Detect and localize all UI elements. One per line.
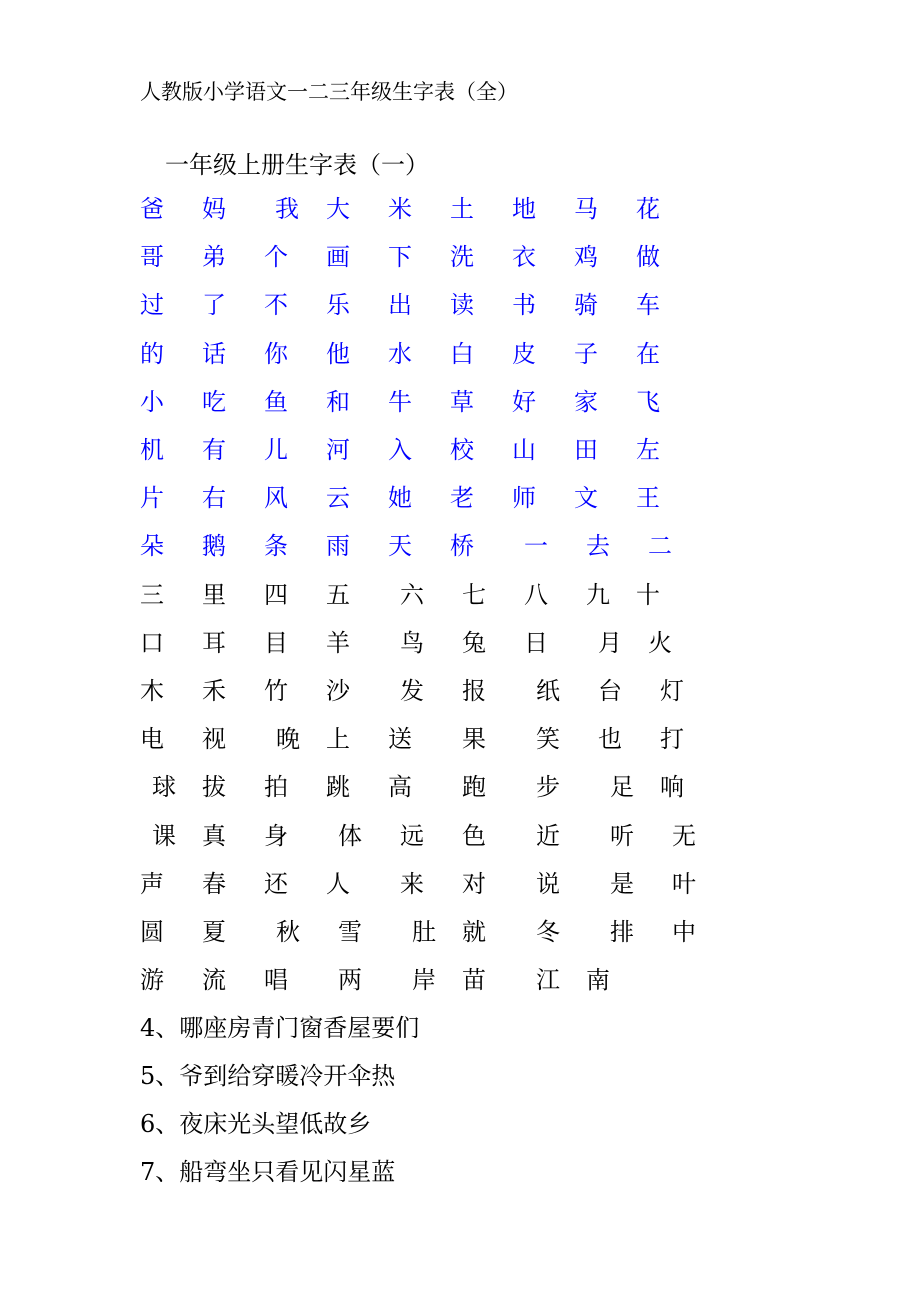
char-row (0, 289, 920, 321)
char-row (0, 193, 920, 225)
character: 打 (660, 725, 684, 753)
char-row (0, 627, 920, 659)
character: 爸 (140, 195, 164, 223)
character: 发 (400, 677, 424, 705)
character: 骑 (574, 291, 598, 319)
character: 我 (275, 195, 299, 223)
character: 小 (140, 388, 164, 416)
character: 有 (202, 436, 226, 464)
character: 朵 (140, 532, 164, 560)
character: 老 (450, 484, 474, 512)
char-row (0, 771, 920, 803)
character: 洗 (450, 243, 474, 271)
character: 是 (610, 870, 634, 898)
character: 飞 (636, 388, 660, 416)
character: 听 (610, 822, 634, 850)
character: 游 (140, 966, 164, 994)
character: 两 (338, 966, 362, 994)
character: 果 (462, 725, 486, 753)
character: 冬 (536, 918, 560, 946)
char-row (0, 820, 920, 852)
character: 九 (586, 581, 610, 609)
character: 对 (462, 870, 486, 898)
char-row (0, 530, 920, 562)
character: 跑 (462, 773, 486, 801)
character: 春 (202, 870, 226, 898)
character: 江 (536, 966, 560, 994)
character: 话 (202, 340, 226, 368)
character: 条 (264, 532, 288, 560)
character: 报 (462, 677, 486, 705)
character: 大 (326, 195, 350, 223)
character: 无 (672, 822, 696, 850)
char-row (0, 386, 920, 418)
character: 吃 (202, 388, 226, 416)
character: 足 (610, 773, 634, 801)
character: 去 (586, 532, 610, 560)
character: 兔 (462, 629, 486, 657)
character: 六 (400, 581, 424, 609)
character: 他 (326, 340, 350, 368)
character: 禾 (202, 677, 226, 705)
character: 晚 (276, 725, 300, 753)
character: 好 (512, 388, 536, 416)
character: 四 (264, 581, 288, 609)
character: 王 (636, 484, 660, 512)
character: 色 (462, 822, 486, 850)
character: 马 (574, 195, 598, 223)
char-row (0, 241, 920, 273)
character: 画 (326, 243, 350, 271)
character: 上 (326, 725, 350, 753)
character: 电 (140, 725, 164, 753)
character: 课 (152, 822, 176, 850)
character: 文 (574, 484, 598, 512)
character: 八 (524, 581, 548, 609)
character: 日 (524, 629, 548, 657)
character: 的 (140, 340, 164, 368)
character: 出 (388, 291, 412, 319)
character: 里 (202, 581, 226, 609)
character: 做 (636, 243, 660, 271)
character: 师 (512, 484, 536, 512)
character: 家 (574, 388, 598, 416)
character: 响 (660, 773, 684, 801)
character: 中 (672, 918, 696, 946)
character: 二 (648, 532, 672, 560)
character: 山 (512, 436, 536, 464)
character: 火 (648, 629, 672, 657)
char-row (0, 916, 920, 948)
character: 夏 (202, 918, 226, 946)
text-line-6: 6、夜床光头望低故乡 (140, 1110, 372, 1138)
character: 人 (326, 870, 350, 898)
char-row (0, 579, 920, 611)
character: 岸 (412, 966, 436, 994)
character: 桥 (450, 532, 474, 560)
character: 鹅 (202, 532, 226, 560)
character: 风 (264, 484, 288, 512)
character: 三 (140, 581, 164, 609)
character: 拔 (202, 773, 226, 801)
character: 河 (326, 436, 350, 464)
character: 白 (450, 340, 474, 368)
character: 水 (388, 340, 412, 368)
character: 车 (636, 291, 660, 319)
character: 来 (400, 870, 424, 898)
character: 羊 (326, 629, 350, 657)
character: 田 (574, 436, 598, 464)
character: 叶 (672, 870, 696, 898)
section-title: 一年级上册生字表（一） (165, 151, 429, 179)
char-row (0, 868, 920, 900)
document-title: 人教版小学语文一二三年级生字表（全） (140, 80, 518, 104)
character: 土 (450, 195, 474, 223)
character: 远 (400, 822, 424, 850)
character: 圆 (140, 918, 164, 946)
character: 十 (636, 581, 660, 609)
character: 左 (636, 436, 660, 464)
character: 南 (586, 966, 610, 994)
character: 七 (462, 581, 486, 609)
character: 雪 (338, 918, 362, 946)
character: 机 (140, 436, 164, 464)
character: 读 (450, 291, 474, 319)
character: 身 (264, 822, 288, 850)
char-row (0, 675, 920, 707)
character: 说 (536, 870, 560, 898)
character: 过 (140, 291, 164, 319)
character: 乐 (326, 291, 350, 319)
text-line-5: 5、爷到给穿暖冷开伞热 (140, 1062, 396, 1090)
character: 花 (636, 195, 660, 223)
character: 了 (202, 291, 226, 319)
character: 哥 (140, 243, 164, 271)
character: 耳 (202, 629, 226, 657)
character: 还 (264, 870, 288, 898)
character: 也 (598, 725, 622, 753)
character: 在 (636, 340, 660, 368)
character: 排 (610, 918, 634, 946)
character: 纸 (536, 677, 560, 705)
character: 天 (388, 532, 412, 560)
character: 片 (140, 484, 164, 512)
character: 她 (388, 484, 412, 512)
char-row (0, 338, 920, 370)
character: 雨 (326, 532, 350, 560)
character: 苗 (462, 966, 486, 994)
character: 地 (512, 195, 536, 223)
character: 近 (536, 822, 560, 850)
character: 牛 (388, 388, 412, 416)
character: 球 (152, 773, 176, 801)
char-row (0, 434, 920, 466)
text-line-4: 4、哪座房青门窗香屋要们 (140, 1014, 420, 1042)
character: 竹 (264, 677, 288, 705)
character: 你 (264, 340, 288, 368)
character: 沙 (326, 677, 350, 705)
character: 唱 (264, 966, 288, 994)
character: 送 (388, 725, 412, 753)
character: 右 (202, 484, 226, 512)
character: 不 (264, 291, 288, 319)
text-line-7: 7、船弯坐只看见闪星蓝 (140, 1158, 396, 1186)
character: 书 (512, 291, 536, 319)
character: 声 (140, 870, 164, 898)
character: 木 (140, 677, 164, 705)
character: 五 (326, 581, 350, 609)
character: 拍 (264, 773, 288, 801)
character: 儿 (264, 436, 288, 464)
character: 笑 (536, 725, 560, 753)
character: 视 (202, 725, 226, 753)
character: 流 (202, 966, 226, 994)
character: 下 (388, 243, 412, 271)
char-row (0, 964, 920, 996)
character: 鸟 (400, 629, 424, 657)
character: 真 (202, 822, 226, 850)
character: 高 (388, 773, 412, 801)
character: 秋 (276, 918, 300, 946)
character: 口 (140, 629, 164, 657)
character: 月 (598, 629, 622, 657)
character: 云 (326, 484, 350, 512)
character: 体 (338, 822, 362, 850)
character: 跳 (326, 773, 350, 801)
character: 灯 (660, 677, 684, 705)
character: 衣 (512, 243, 536, 271)
character: 米 (388, 195, 412, 223)
character: 和 (326, 388, 350, 416)
character: 弟 (202, 243, 226, 271)
character: 鱼 (264, 388, 288, 416)
char-row (0, 723, 920, 755)
character: 步 (536, 773, 560, 801)
character: 鸡 (574, 243, 598, 271)
character: 目 (264, 629, 288, 657)
character: 台 (598, 677, 622, 705)
character: 一 (524, 532, 548, 560)
character: 子 (574, 340, 598, 368)
character: 草 (450, 388, 474, 416)
character: 个 (264, 243, 288, 271)
character: 入 (388, 436, 412, 464)
character: 校 (450, 436, 474, 464)
character: 肚 (412, 918, 436, 946)
character: 妈 (202, 195, 226, 223)
character: 皮 (512, 340, 536, 368)
char-row (0, 482, 920, 514)
character: 就 (462, 918, 486, 946)
